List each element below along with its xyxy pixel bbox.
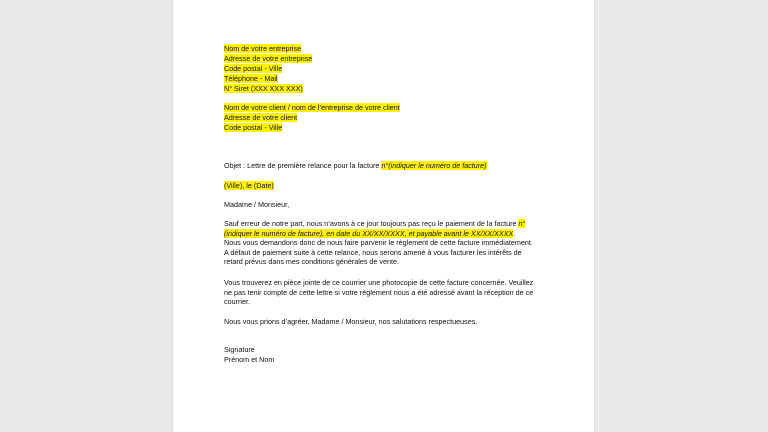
- sender-company-name: Nom de votre entreprise: [224, 44, 302, 53]
- subject-line: Objet : Lettre de première relance pour la facture n°(indiquer le numéro de facture): [224, 161, 487, 170]
- recipient-name: Nom de votre client / nom de l’entreprise de votre client: [224, 103, 400, 112]
- sender-address: Adresse de votre entreprise: [224, 54, 313, 63]
- body-paragraph-1: Sauf erreur de notre part, nous n’avons à ce jour toujours pas reçu le paiement de la facture n°(indiquer le numéro de facture), en date du XX/XX/XXXX, et payable avant le XX/XX/XXXX. Nous vous demandons donc de nous faire parvenir le règlement de cette facture immédiatement. A défaut de paiement suite à cette relance, nous serons amené à vous facturer les intérêts de retard prévus dans mes conditions générales de vente.: [224, 219, 533, 267]
- closing-formula: Nous vous prions d’agréer, Madame / Monsieur, nos salutations respectueuses.: [224, 317, 478, 326]
- letter-page: [173, 0, 594, 432]
- signature-label: Signature: [224, 345, 255, 354]
- signature-name: Prénom et Nom: [224, 355, 275, 364]
- salutation: Madame / Monsieur,: [224, 200, 290, 209]
- sender-postal-city: Code postal - Ville: [224, 64, 283, 73]
- subject-invoice-placeholder: n°(indiquer le numéro de facture): [381, 161, 487, 170]
- sender-siret: N° Siret (XXX XXX XXX): [224, 84, 303, 93]
- body-paragraph-2: Vous trouverez en pièce jointe de ce courrier une photocopie de cette facture concernée. Veuillez ne pas tenir compte de cette lettre si votre règlement nous a été adressé avant la réception de ce courrier.: [224, 278, 534, 307]
- sender-phone-mail: Téléphone - Mail: [224, 74, 278, 83]
- recipient-postal-city: Code postal - Ville: [224, 123, 283, 132]
- recipient-address: Adresse de votre client: [224, 113, 298, 122]
- place-date: (Ville), le (Date): [224, 181, 274, 190]
- invoice-details-placeholder: n°(indiquer le numéro de facture), en date du XX/XX/XXXX, et payable avant le XX/XX/XXXX: [224, 219, 526, 238]
